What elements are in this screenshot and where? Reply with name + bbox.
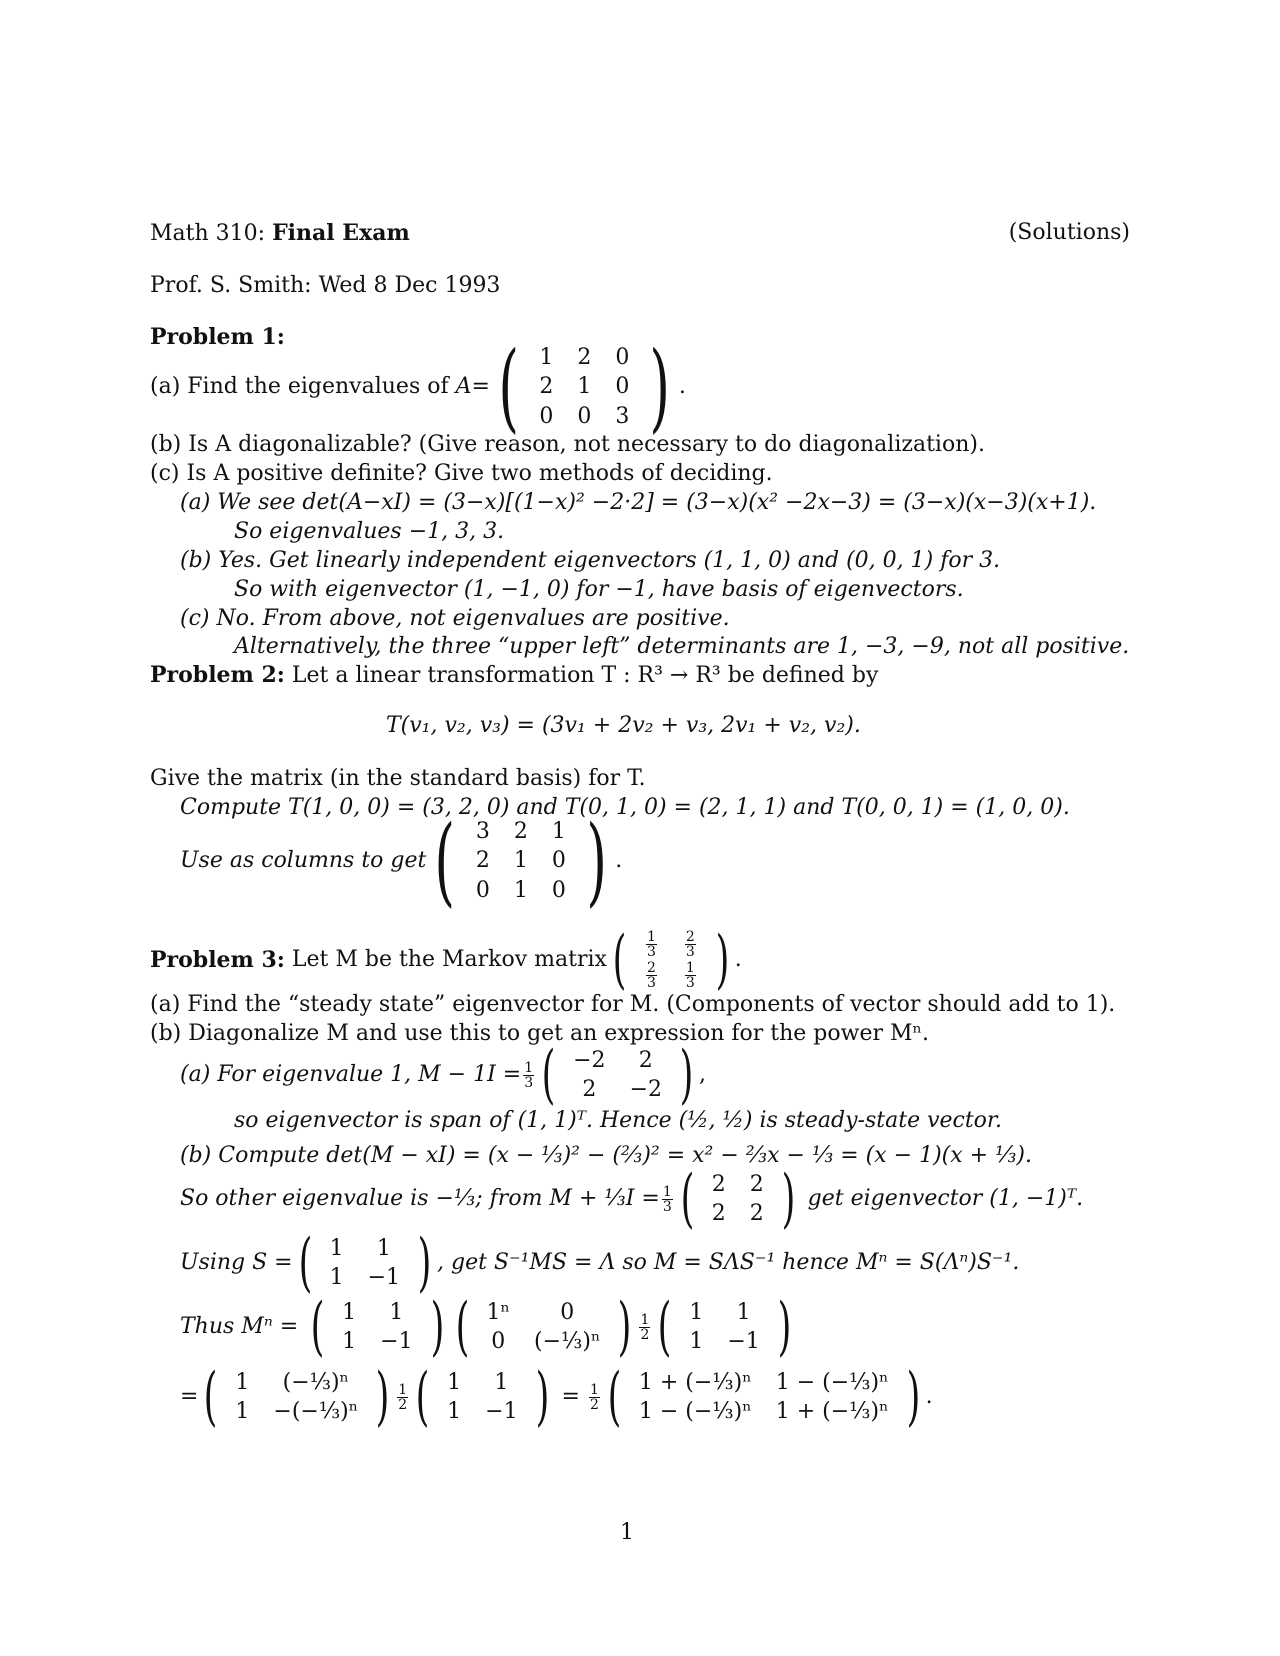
solution-3a-text: (a) For eigenvalue 1, M − 1I =	[180, 1062, 522, 1087]
matrix-cell: (−⅓)ⁿ	[282, 1369, 350, 1395]
solution-3b-using-s	[180, 1226, 1020, 1300]
matrix-cell: 2	[475, 848, 490, 874]
right-paren: )	[375, 1360, 390, 1434]
using-s-text: Using S =	[180, 1250, 293, 1275]
matrix-table	[475, 1298, 613, 1357]
left-paren: (	[541, 1038, 556, 1112]
solution-2-compute: Compute T(1, 0, 0) = (3, 2, 0) and T(0, 1, 0) = (2, 1, 1) and T(0, 0, 1) = (1, 0, 0).	[180, 795, 1070, 820]
period: .	[734, 947, 742, 972]
solution-3b-text: So other eigenvalue is −⅓; from M + ⅓I =	[180, 1186, 660, 1211]
solution-3b-final	[180, 1362, 933, 1432]
matrix-cell: 1	[551, 818, 566, 844]
matrix-a-table	[527, 343, 641, 432]
solutions-label: (Solutions)	[1008, 220, 1130, 245]
matrix-table	[435, 1368, 529, 1427]
problem-3a: (a) Find the “steady state” eigenvector for M. (Components of vector should add to 1).	[150, 992, 1116, 1017]
left-paren: (	[415, 1360, 430, 1434]
matrix-cell: 0	[539, 403, 554, 429]
left-paren: (	[657, 1290, 672, 1364]
solution-1a-line1: (a) We see det(A−xI) = (3−x)[(1−x)² −2·2] = (3−x)(x² −2x−3) = (3−x)(x−3)(x+1).	[180, 490, 1097, 515]
matrix-s-left	[305, 1290, 449, 1364]
matrix-cell: 0	[475, 877, 490, 903]
left-paren: (	[434, 805, 456, 917]
matrix-cell: −1	[485, 1399, 518, 1424]
matrix-a	[490, 331, 679, 443]
matrix-m-plus-third-i	[675, 1162, 801, 1236]
matrix-cell: 1	[513, 877, 528, 903]
left-paren: (	[498, 331, 519, 443]
matrix-table	[318, 1234, 412, 1293]
use-columns-text: Use as columns to get	[180, 848, 427, 873]
matrix-cell: 1	[689, 1329, 704, 1354]
left-paren: (	[612, 923, 627, 997]
matrix-cell: 2	[582, 1077, 597, 1102]
matrix-s-inverse	[652, 1290, 796, 1364]
numerator: 1	[524, 1059, 534, 1076]
matrix-cell: 0	[560, 1299, 575, 1325]
solution-3b-thus	[180, 1290, 797, 1364]
solution-3a-line1	[180, 1038, 706, 1112]
solution-1c-line1: (c) No. From above, not eigenvalues are positive.	[180, 606, 730, 631]
problem-2-heading: Problem 2:	[150, 662, 285, 688]
markov-matrix-table	[632, 929, 710, 991]
matrix-table	[677, 1298, 771, 1357]
problem-1b: (b) Is A diagonalizable? (Give reason, not necessary to do diagonalization).	[150, 432, 985, 457]
matrix-cell: 1	[389, 1299, 404, 1325]
matrix-cell: 2	[513, 818, 528, 844]
matrix-intermediate	[198, 1360, 395, 1434]
right-paren: )	[535, 1360, 549, 1434]
period: .	[615, 848, 623, 873]
matrix-cell: 1	[689, 1299, 704, 1325]
matrix-cell: 0	[577, 403, 592, 429]
right-paren: )	[430, 1290, 444, 1364]
problem-3-intro-line	[150, 923, 742, 997]
denominator: 3	[524, 1074, 534, 1091]
matrix-cell: 3	[615, 403, 630, 429]
matrix-cell: 1	[577, 374, 592, 400]
matrix-cell: (−⅓)ⁿ	[534, 1329, 601, 1354]
matrix-final	[602, 1360, 926, 1434]
matrix-cell: 1	[342, 1329, 357, 1354]
left-paren: (	[607, 1360, 622, 1434]
matrix-cell: 2	[749, 1171, 764, 1197]
problem-3-intro: Let M be the Markov matrix	[291, 947, 607, 972]
matrix-cell: 0	[491, 1329, 506, 1354]
matrix-cell: 1	[447, 1369, 462, 1395]
matrix-cell: 1	[376, 1235, 391, 1261]
matrix-cell: 1 − (−⅓)ⁿ	[775, 1369, 889, 1395]
matrix-cell: 1 + (−⅓)ⁿ	[638, 1369, 752, 1395]
matrix-cell: 0	[615, 374, 630, 400]
right-paren: )	[781, 1162, 796, 1236]
denominator: 2	[398, 1396, 408, 1413]
right-paren: )	[715, 923, 730, 997]
matrix-cell: 2	[749, 1201, 764, 1226]
matrix-cell: 2	[711, 1171, 726, 1197]
matrix-table	[330, 1298, 424, 1357]
matrix-cell: 2	[711, 1201, 726, 1226]
numerator: 1	[662, 1183, 672, 1200]
matrix-cell: 1	[235, 1399, 250, 1424]
matrix-cell: 1	[329, 1235, 344, 1261]
left-paren: (	[455, 1290, 469, 1364]
matrix-cell: 2	[539, 374, 554, 400]
matrix-cell: 1	[447, 1399, 462, 1424]
matrix-cell: 2	[577, 344, 592, 370]
matrix-cell	[671, 960, 710, 991]
problem-1a-eq: =	[471, 374, 490, 399]
course-label: Math 310:	[150, 221, 266, 246]
matrix-cell: 1ⁿ	[486, 1299, 511, 1325]
right-paren: )	[618, 1290, 632, 1364]
problem-1c: (c) Is A positive definite? Give two methods of deciding.	[150, 461, 773, 486]
page-number: 1	[620, 1520, 634, 1545]
matrix-m-minus-i	[536, 1038, 699, 1112]
numerator: 2	[646, 960, 656, 976]
markov-matrix	[607, 923, 735, 997]
solution-2-columns	[180, 805, 623, 917]
matrix-t-table	[464, 817, 578, 906]
matrix-lambda-n	[450, 1290, 638, 1364]
matrix-cell: −1	[380, 1329, 413, 1354]
period: .	[925, 1384, 933, 1409]
problem-1a-var: A	[455, 374, 472, 399]
numerator: 1	[685, 960, 695, 976]
matrix-cell: 0	[551, 877, 566, 903]
left-paren: (	[680, 1162, 695, 1236]
matrix-cell: 0	[615, 344, 630, 370]
denominator: 3	[646, 944, 656, 960]
denominator: 2	[589, 1396, 599, 1413]
problem-2-intro: Let a linear transformation T : R³ → R³ be defined by	[291, 663, 879, 688]
matrix-cell: 1	[342, 1299, 357, 1325]
right-paren: )	[417, 1226, 432, 1300]
exam-title: Final Exam	[272, 220, 410, 246]
solution-1b-line2: So with eigenvector (1, −1, 0) for −1, have basis of eigenvectors.	[234, 577, 964, 602]
solution-3b-line1: (b) Compute det(M − xI) = (x − ⅓)² − (⅔)² = x² − ⅔x − ⅓ = (x − 1)(x + ⅓).	[180, 1143, 1032, 1168]
numerator: 1	[646, 929, 656, 945]
problem-1-heading: Problem 1:	[150, 324, 285, 350]
problem-2-task: Give the matrix (in the standard basis) for T.	[150, 766, 646, 791]
matrix-cell: 3	[475, 818, 490, 844]
matrix-t	[426, 805, 615, 917]
denominator: 3	[685, 975, 695, 991]
matrix-cell: 1	[494, 1369, 509, 1395]
solution-1c-line2: Alternatively, the three “upper left” determinants are 1, −3, −9, not all positive.	[234, 634, 1130, 659]
numerator: 1	[640, 1311, 650, 1328]
numerator: 1	[398, 1381, 408, 1398]
numerator: 1	[589, 1381, 599, 1398]
equals-sign: =	[180, 1384, 199, 1409]
matrix-cell: 2	[638, 1047, 653, 1073]
left-paren: (	[298, 1226, 312, 1300]
matrix-cell	[632, 960, 671, 991]
matrix-cell: 1	[235, 1369, 250, 1395]
diagonalization-text: , get S⁻¹MS = Λ so M = SΛS⁻¹ hence Mⁿ = S(Λⁿ)S⁻¹.	[437, 1250, 1020, 1275]
matrix-cell: 1	[736, 1299, 751, 1325]
exam-page	[150, 0, 1130, 1656]
matrix-s-inverse-2	[410, 1360, 554, 1434]
equals-sign: =	[561, 1384, 580, 1409]
solution-3b-line2	[180, 1162, 1084, 1236]
matrix-cell: 0	[551, 848, 566, 874]
denominator: 3	[646, 975, 656, 991]
matrix-cell: 1 − (−⅓)ⁿ	[638, 1399, 752, 1424]
matrix-cell: 1	[513, 848, 528, 874]
matrix-table	[561, 1046, 674, 1105]
matrix-cell: −1	[367, 1265, 401, 1290]
solution-3a-line2: so eigenvector is span of (1, 1)ᵀ. Hence (½, ½) is steady-state vector.	[234, 1108, 1003, 1133]
transformation-definition: T(v₁, v₂, v₃) = (3v₁ + 2v₂ + v₃, 2v₁ + v₂, v₂).	[386, 713, 861, 738]
problem-3-heading: Problem 3:	[150, 947, 285, 973]
comma: ,	[698, 1062, 706, 1087]
matrix-table	[700, 1170, 776, 1229]
eigenvector-text: get eigenvector (1, −1)ᵀ.	[807, 1186, 1084, 1211]
matrix-cell: −2	[629, 1077, 662, 1102]
right-paren: )	[777, 1290, 792, 1364]
numerator: 2	[685, 929, 695, 945]
matrix-cell: 1	[539, 344, 554, 370]
matrix-cell	[671, 929, 710, 960]
right-paren: )	[679, 1038, 694, 1112]
matrix-cell: −(−⅓)ⁿ	[273, 1399, 359, 1424]
right-paren: )	[586, 805, 607, 917]
period: .	[678, 374, 686, 399]
thus-text: Thus Mⁿ =	[180, 1314, 299, 1339]
matrix-cell: 1	[329, 1265, 344, 1290]
problem-3b: (b) Diagonalize M and use this to get an expression for the power Mⁿ.	[150, 1021, 930, 1046]
left-paren: (	[204, 1360, 218, 1434]
matrix-table	[627, 1368, 901, 1427]
matrix-cell: −2	[573, 1047, 606, 1073]
matrix-cell	[632, 929, 671, 960]
denominator: 3	[685, 944, 695, 960]
denominator: 2	[640, 1326, 650, 1343]
matrix-table	[223, 1368, 370, 1427]
professor-line: Prof. S. Smith: Wed 8 Dec 1993	[150, 273, 501, 298]
problem-1a-text: (a) Find the eigenvalues of	[150, 374, 449, 399]
left-paren: (	[310, 1290, 325, 1364]
solution-1a-line2: So eigenvalues −1, 3, 3.	[234, 519, 505, 544]
solution-1b-line1: (b) Yes. Get linearly independent eigenvectors (1, 1, 0) and (0, 0, 1) for 3.	[180, 548, 1001, 573]
header-title	[150, 222, 410, 245]
matrix-cell: −1	[727, 1329, 760, 1354]
matrix-s	[293, 1226, 437, 1300]
denominator: 3	[662, 1198, 672, 1215]
matrix-cell: 1 + (−⅓)ⁿ	[775, 1399, 889, 1424]
right-paren: )	[906, 1360, 920, 1434]
problem-2-intro-line	[150, 664, 878, 687]
right-paren: )	[649, 331, 671, 443]
